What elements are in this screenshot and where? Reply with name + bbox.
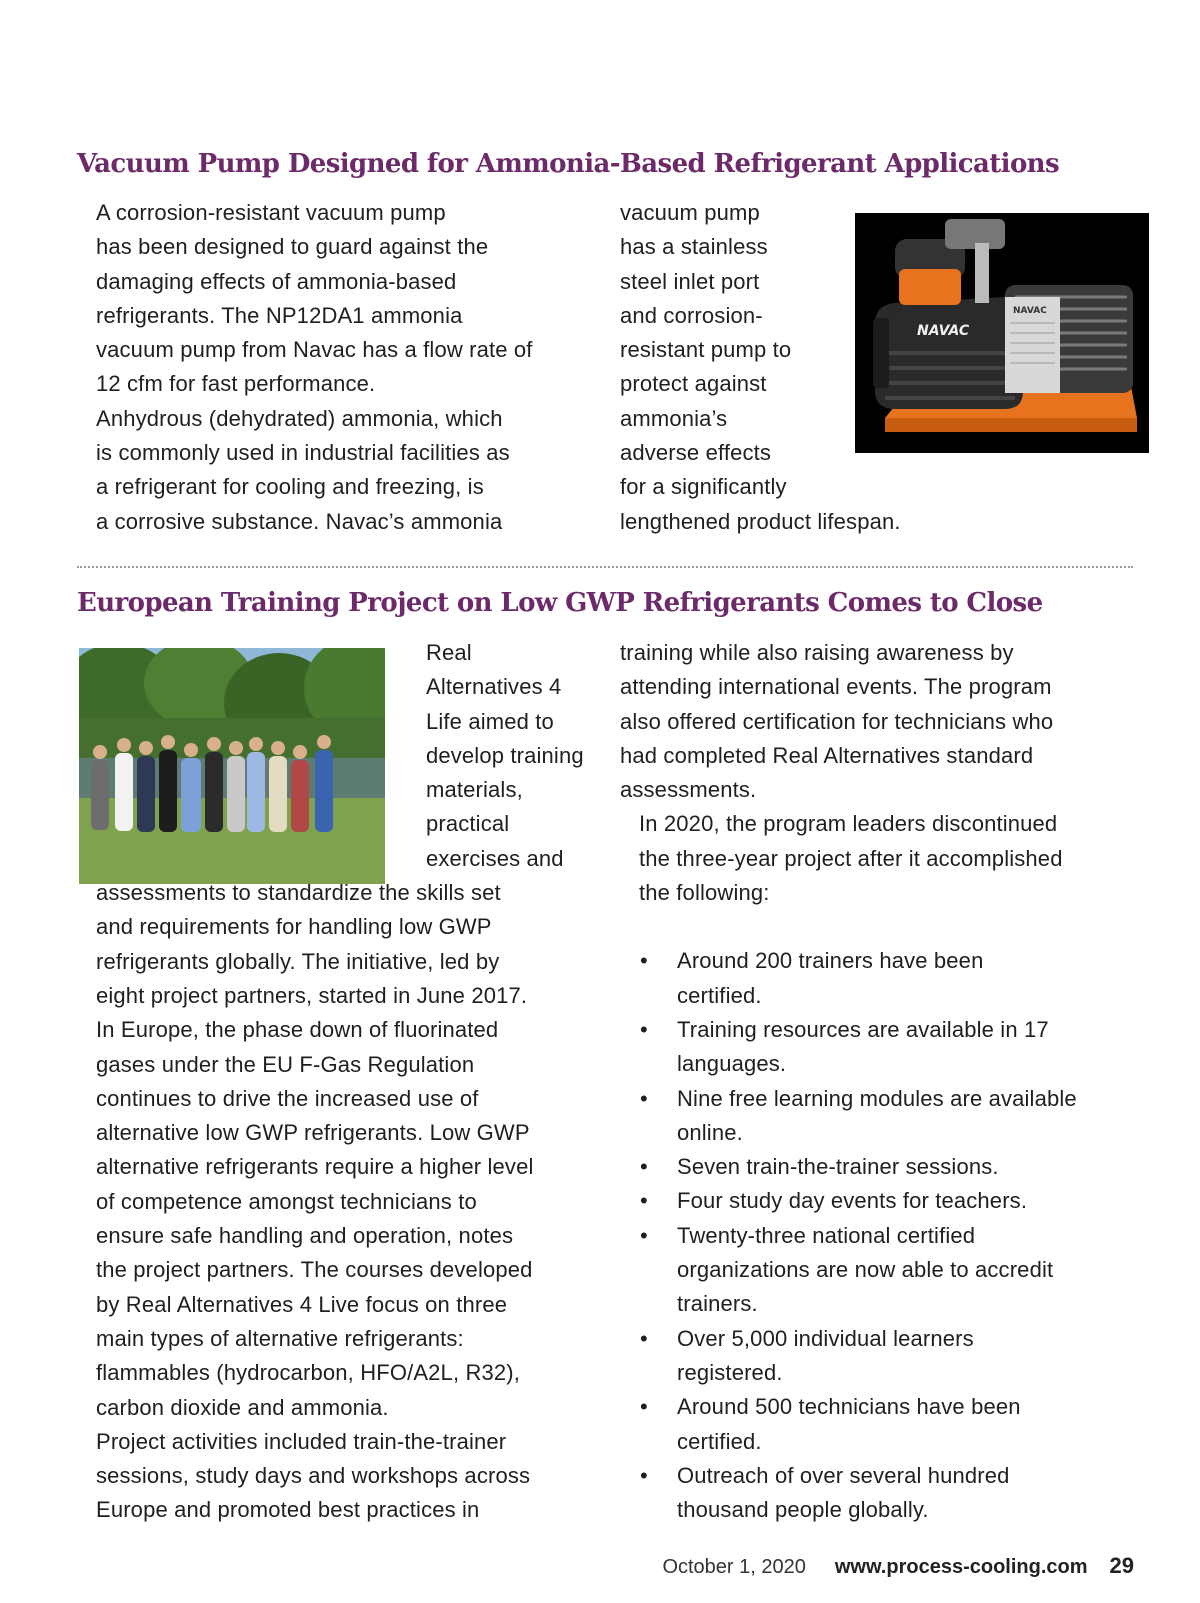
- text-line: vacuum pump: [620, 200, 760, 225]
- text-line: lengthened product lifespan.: [620, 508, 901, 534]
- text-line: develop training: [426, 742, 584, 768]
- page-footer: [662, 1553, 1134, 1579]
- text-line: eight project partners, started in June 2017.: [96, 982, 528, 1008]
- bullet-icon: •: [640, 1154, 648, 1180]
- list-item-text: languages.: [677, 1051, 787, 1077]
- text-line: continues to drive the increased use of: [96, 1085, 479, 1111]
- text-line: and corrosion-: [620, 302, 763, 328]
- text-line: had completed Real Alternatives standard: [620, 742, 1034, 768]
- text-line: alternative low GWP refrigerants. Low GWP: [96, 1120, 530, 1146]
- text-line: main types of alternative refrigerants:: [96, 1325, 464, 1351]
- article2-paragraph-1-beside-photo: [77, 636, 607, 876]
- text-line: carbon dioxide and ammonia.: [96, 1394, 389, 1420]
- text-line: has a stainless: [620, 234, 768, 260]
- article2-column-1: [77, 636, 607, 1528]
- list-item-text: trainers.: [677, 1291, 758, 1317]
- text-line: training while also raising awareness by: [620, 640, 1014, 665]
- article2-paragraph-1-rest: [77, 876, 607, 1013]
- list-item-text: certified.: [677, 1428, 762, 1454]
- list-item: [620, 1013, 1140, 1082]
- text-line: ammonia’s: [620, 405, 728, 431]
- text-line: protect against: [620, 371, 767, 397]
- list-item-text: thousand people globally.: [677, 1497, 929, 1523]
- text-line: materials,: [426, 777, 523, 803]
- list-item-text: Four study day events for teachers.: [677, 1188, 1028, 1214]
- text-line: refrigerants globally. The initiative, led by: [96, 948, 500, 974]
- text-line: adverse effects: [620, 440, 772, 466]
- text-line: In Europe, the phase down of fluorinated: [96, 1017, 499, 1043]
- article2-column-2: [620, 636, 1140, 1527]
- vacuum-pump-photo: [855, 213, 1149, 453]
- bullet-icon: •: [640, 1462, 648, 1488]
- list-item: [620, 1150, 1140, 1184]
- text-line: Anhydrous (dehydrated) ammonia, which: [96, 405, 503, 431]
- text-line: the following:: [639, 880, 770, 906]
- text-line: A corrosion-resistant vacuum pump: [96, 200, 446, 225]
- article1-paragraph-1: [77, 196, 597, 402]
- article2-paragraph-2: [77, 1013, 607, 1425]
- footer-date: October 1, 2020: [662, 1556, 806, 1578]
- text-line: the three-year project after it accomplished: [639, 845, 1063, 871]
- text-line: Alternatives 4: [426, 674, 562, 700]
- list-item-text: Around 500 technicians have been: [677, 1394, 1021, 1420]
- article2-paragraph-1: [77, 636, 607, 1013]
- section-divider: [77, 566, 1133, 568]
- bullet-icon: •: [640, 1016, 648, 1042]
- list-item-text: Outreach of over several hundred: [677, 1462, 1010, 1488]
- page-number: 29: [1109, 1553, 1134, 1578]
- text-line: for a significantly: [620, 474, 787, 500]
- text-line: refrigerants. The NP12DA1 ammonia: [96, 302, 463, 328]
- text-line: Life aimed to: [426, 708, 554, 734]
- list-item: [620, 1184, 1140, 1218]
- article2-paragraph-5: [620, 807, 1140, 910]
- list-item: [620, 944, 1140, 1013]
- list-item-text: Training resources are available in 17: [677, 1016, 1049, 1042]
- label-plate-brand: NAVAC: [1013, 306, 1047, 316]
- article2-paragraph-3: [77, 1425, 607, 1528]
- text-line: Project activities included train-the-trainer: [96, 1428, 507, 1454]
- vacuum-pump-illustration: [855, 213, 1149, 453]
- text-line: In 2020, the program leaders discontinued: [639, 811, 1058, 837]
- list-item-text: online.: [677, 1119, 743, 1145]
- list-item: [620, 1322, 1140, 1391]
- list-item: [620, 1082, 1140, 1151]
- list-item-text: Twenty-three national certified: [677, 1222, 976, 1248]
- text-line: ensure safe handling and operation, notes: [96, 1223, 514, 1249]
- list-item-text: Around 200 trainers have been: [677, 948, 984, 974]
- list-item-text: Over 5,000 individual learners: [677, 1325, 974, 1351]
- list-item: [620, 1390, 1140, 1459]
- text-line: resistant pump to: [620, 337, 792, 363]
- article1-paragraph-2: [77, 402, 597, 539]
- text-line: of competence amongst technicians to: [96, 1188, 477, 1214]
- text-line: damaging effects of ammonia-based: [96, 268, 457, 294]
- text-line: also offered certification for technicians who: [620, 708, 1054, 734]
- bullet-icon: •: [640, 1325, 648, 1351]
- bullet-icon: •: [640, 1188, 648, 1214]
- text-line: a corrosive substance. Navac’s ammonia: [96, 508, 503, 534]
- list-item: [620, 1459, 1140, 1528]
- list-item-text: Seven train-the-trainer sessions.: [677, 1154, 999, 1180]
- bullet-icon: •: [640, 1222, 648, 1248]
- list-item-text: organizations are now able to accredit: [677, 1257, 1054, 1283]
- text-line: has been designed to guard against the: [96, 234, 489, 260]
- text-line: by Real Alternatives 4 Live focus on three: [96, 1291, 508, 1317]
- text-line: vacuum pump from Navac has a flow rate of: [96, 337, 533, 363]
- accomplishments-list: [620, 944, 1140, 1527]
- text-line: attending international events. The program: [620, 674, 1052, 700]
- article1-headline: Vacuum Pump Designed for Ammonia-Based Refrigerant Applications: [77, 149, 1060, 179]
- text-line: steel inlet port: [620, 268, 760, 294]
- bullet-icon: •: [640, 948, 648, 974]
- article2-headline: European Training Project on Low GWP Refrigerants Comes to Close: [77, 588, 1043, 618]
- footer-url[interactable]: www.process-cooling.com: [834, 1556, 1088, 1578]
- text-line: the project partners. The courses developed: [96, 1257, 533, 1283]
- text-line: gases under the EU F-Gas Regulation: [96, 1051, 475, 1077]
- text-line: 12 cfm for fast performance.: [96, 371, 376, 397]
- text-line: flammables (hydrocarbon, HFO/A2L, R32),: [96, 1360, 521, 1386]
- text-line: alternative refrigerants require a higher level: [96, 1154, 534, 1180]
- bullet-icon: •: [640, 1085, 648, 1111]
- list-item-text: Nine free learning modules are available: [677, 1085, 1077, 1111]
- text-line: sessions, study days and workshops across: [96, 1463, 531, 1489]
- text-line: a refrigerant for cooling and freezing, is: [96, 474, 484, 500]
- list-item-text: registered.: [677, 1359, 783, 1385]
- text-line: and requirements for handling low GWP: [96, 914, 492, 940]
- text-line: assessments to standardize the skills set: [96, 880, 501, 906]
- text-line: practical: [426, 811, 510, 837]
- bullet-icon: •: [640, 1394, 648, 1420]
- text-line: is commonly used in industrial facilities as: [96, 440, 510, 466]
- article1-column-1: [77, 196, 597, 539]
- pump-brand-logo: NAVAC: [917, 323, 970, 339]
- text-line: Real: [426, 640, 472, 665]
- text-line: exercises and: [426, 845, 564, 871]
- text-line: Europe and promoted best practices in: [96, 1497, 480, 1523]
- list-item: [620, 1219, 1140, 1322]
- list-item-text: certified.: [677, 982, 762, 1008]
- article2-paragraph-4: [620, 636, 1140, 807]
- text-line: assessments.: [620, 777, 757, 803]
